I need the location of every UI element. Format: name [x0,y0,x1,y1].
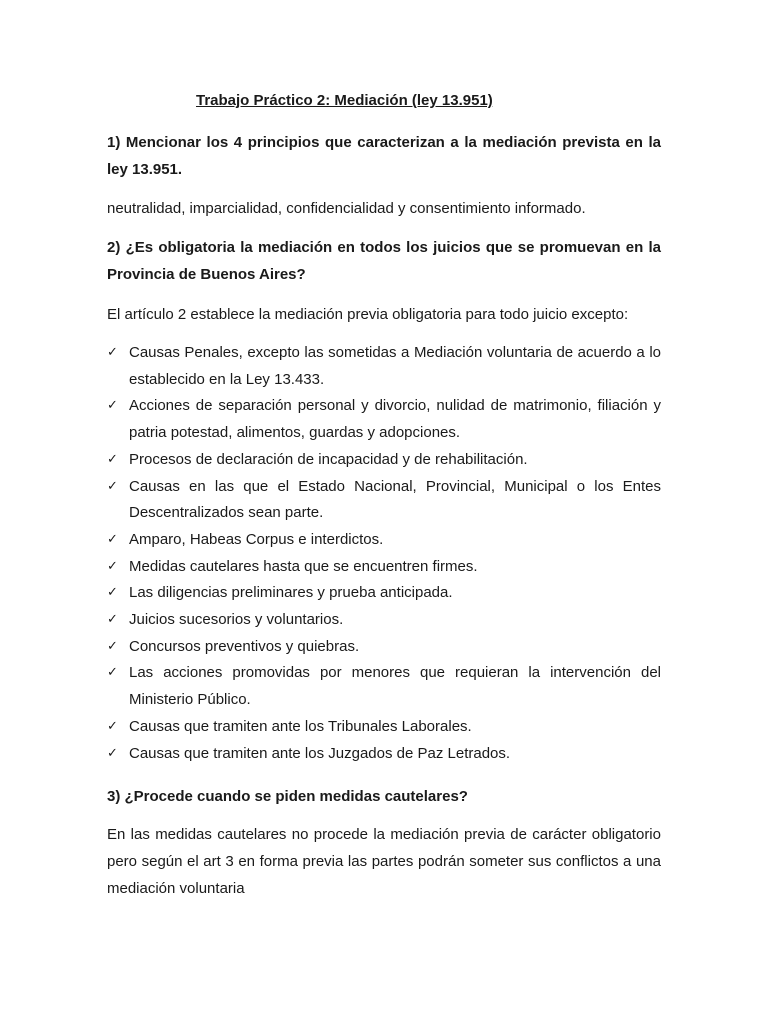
list-item [107,340,661,393]
list-item [107,607,661,634]
list-item [107,554,661,581]
list-item-text: Causas en las que el Estado Nacional, Provincial, Municipal o los Entes Descentralizados sean parte. [129,477,661,522]
check-icon: ✓ [107,531,118,547]
check-icon: ✓ [107,638,118,654]
list-item-text: Causas que tramiten ante los Tribunales Laborales. [129,717,472,735]
check-icon: ✓ [107,558,118,574]
check-icon: ✓ [107,451,118,467]
list-item [107,580,661,607]
check-icon: ✓ [107,585,118,601]
list-item-text: Las acciones promovidas por menores que requieran la intervención del Ministerio Público. [129,664,661,709]
exceptions-list [107,340,661,767]
question-1-answer: neutralidad, imparcialidad, confidencialidad y consentimiento informado. [107,200,586,217]
list-item [107,714,661,741]
question-1-heading: 1) Mencionar los 4 principios que caracterizan a la mediación prevista en la ley 13.951. [107,134,661,178]
check-icon: ✓ [107,398,118,414]
question-2-intro: El artículo 2 establece la mediación previa obligatoria para todo juicio excepto: [107,306,629,323]
check-icon: ✓ [107,612,118,628]
list-item-text: Causas Penales, excepto las sometidas a Mediación voluntaria de acuerdo a lo establecido en la Ley 13.433. [129,344,661,388]
check-icon: ✓ [107,345,118,360]
list-item [107,741,661,768]
list-item [107,660,661,713]
document-title: Trabajo Práctico 2: Mediación (ley 13.951) [196,92,493,109]
list-item-text: Causas que tramiten ante los Juzgados de Paz Letrados. [129,744,511,762]
check-icon: ✓ [107,478,118,494]
list-item-text: Acciones de separación personal y divorcio, nulidad de matrimonio, filiación y patria potestad, alimentos, guardas y adopciones. [129,397,661,442]
list-item-text: Juicios sucesorios y voluntarios. [129,611,344,629]
list-item [107,474,661,527]
check-icon: ✓ [107,718,118,734]
list-item [107,447,661,474]
list-item [107,393,661,446]
check-icon: ✓ [107,745,118,761]
check-icon: ✓ [107,665,118,681]
list-item-text: Concursos preventivos y quiebras. [129,637,360,655]
list-item [107,634,661,661]
list-item-text: Las diligencias preliminares y prueba anticipada. [129,584,453,602]
question-3-heading: 3) ¿Procede cuando se piden medidas cautelares? [107,788,468,805]
list-item-text: Amparo, Habeas Corpus e interdictos. [129,530,384,548]
list-item-text: Medidas cautelares hasta que se encuentren firmes. [129,557,478,575]
question-2-heading: 2) ¿Es obligatoria la mediación en todos los juicios que se promuevan en la Provincia de Buenos Aires? [107,239,661,283]
question-3-answer: En las medidas cautelares no procede la mediación previa de carácter obligatorio pero según el art 3 en forma previa las partes podrán someter sus conflictos a una mediación voluntaria [107,826,661,897]
list-item [107,527,661,554]
list-item-text: Procesos de declaración de incapacidad y de rehabilitación. [129,450,528,468]
